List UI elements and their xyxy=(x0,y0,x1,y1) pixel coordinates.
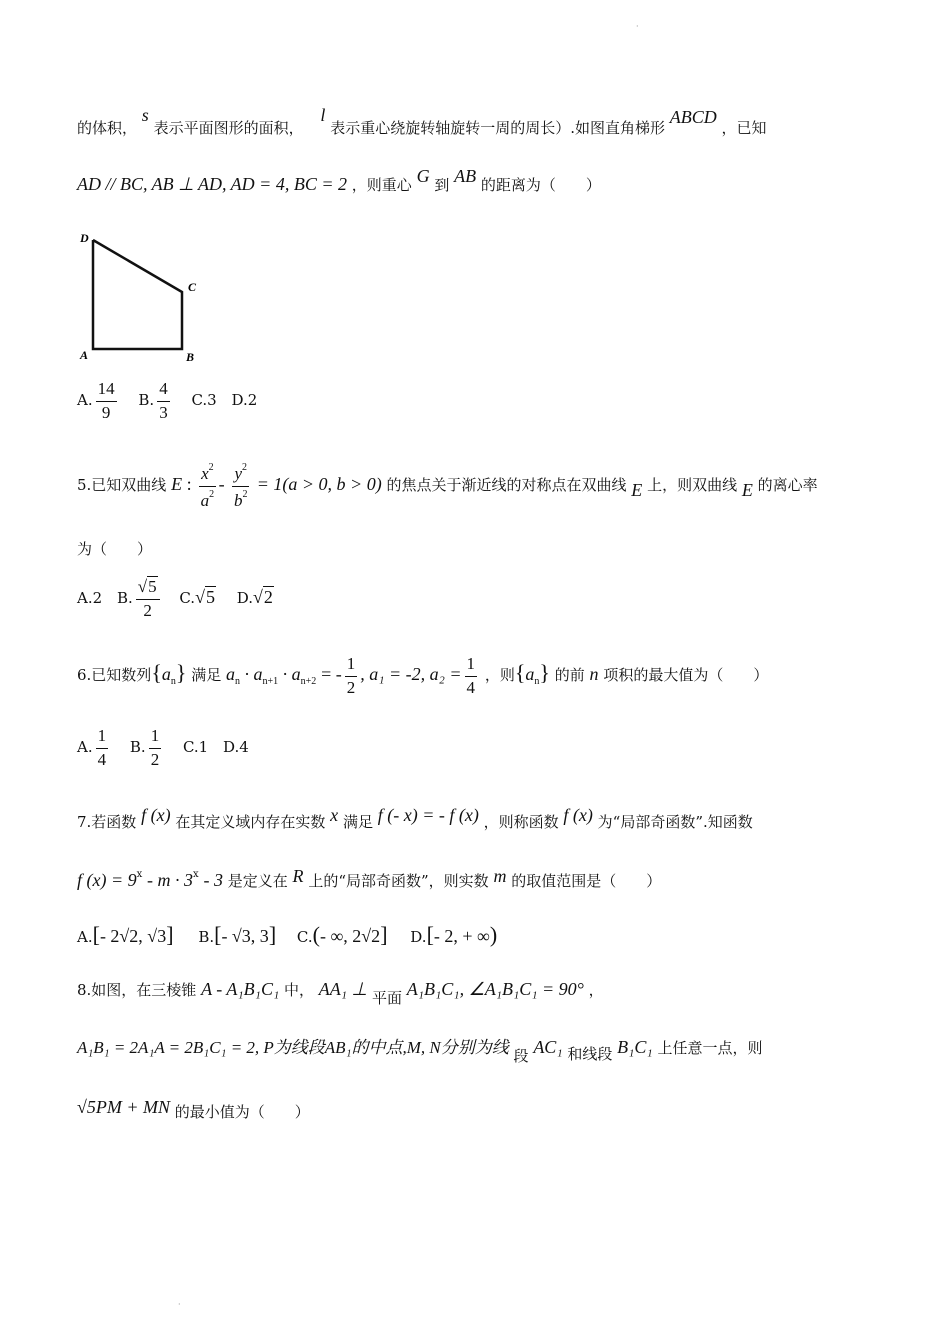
q8-condition: A₁B₁C₁, ∠A₁B₁C₁ = 90° xyxy=(406,979,584,999)
fraction: $\frac{1}{2}$ xyxy=(150,726,160,769)
intro-text: 的体积， xyxy=(77,119,138,137)
q5-prefix: 5.已知双曲线 xyxy=(77,476,167,495)
option-d-label: D. xyxy=(236,589,254,608)
q8-text: 平面 xyxy=(372,989,403,1007)
fraction: $\frac{x^2}{a^2}$ xyxy=(200,462,215,510)
option-a-label: A. xyxy=(77,738,93,757)
q5-stem-2: 为（ ） xyxy=(77,540,153,558)
q8-condition-2: A₁B₁ = 2A₁A = 2B₁C₁ = 2, P为线段AB₁的中点,M, N分别为线 xyxy=(77,1038,509,1057)
q7-condition: f (- x) = - f (x) xyxy=(377,805,479,825)
option-a-label: A. xyxy=(77,928,93,946)
q8-pyramid: A - A₁B₁C₁ xyxy=(201,979,280,999)
q6-options xyxy=(77,727,249,769)
q8-text: 的最小值为（ ） xyxy=(174,1103,310,1121)
q7-text: 在其定义域内存在实数 xyxy=(175,813,326,831)
option-c-label: C. xyxy=(296,928,313,946)
q6-prefix: 6.已知数列 xyxy=(77,666,152,685)
q8-stem-3 xyxy=(77,1097,310,1121)
q7-stem-2: f $(x) = 9^x - m \cdot 3^x - 3$ 是定义在 R 上的“局部奇函数”，则实数 m 的取值范围是（ ） xyxy=(77,866,662,890)
q5-text: 的离心率 xyxy=(757,476,818,495)
q6-stem: 6.已知数列$\{a_n\}$ 满足 $a_n \cdot a_{n+1} \cdot a_{n+2}$ = - $\frac{1}{2}$ , a₁ = -2, a₂ = $\frac{1}{4}$ ，则$\{a_n\}$ 的前 n 项积的最大值为（ ） xyxy=(77,654,769,697)
q7-stem: 7.若函数 f (x) 在其定义域内存在实数 x 满足 f (- x) = - f (x) ，则称函数 f (x) 为“局部奇函数”.知函数 xyxy=(77,805,753,831)
intro-text: 表示平面图形的面积， xyxy=(153,119,304,137)
intro-text: 表示重心绕旋转轴旋转一周的周长）.如图直角梯形 xyxy=(330,119,665,137)
intro-text: ，则重心 xyxy=(351,176,412,194)
trapezoid-figure xyxy=(74,230,214,370)
q8-text: 中， xyxy=(283,981,314,999)
scan-mark: · xyxy=(178,1300,181,1309)
q7-text: 的取值范围是（ ） xyxy=(511,872,662,890)
q5-options: A.2 B. $\frac{√5}{2}$ C.√5 D.√2 xyxy=(77,577,273,620)
trapezoid-outline xyxy=(93,240,182,349)
intro-line-1 xyxy=(77,105,767,137)
option-a: A.2 xyxy=(77,589,103,608)
q6-text: 项积的最大值为（ ） xyxy=(603,666,769,685)
var-l: l xyxy=(320,105,326,125)
scan-mark: · xyxy=(636,22,639,31)
q7-text: 为“局部奇函数”.知函数 xyxy=(597,813,753,831)
q8-text: 上任意一点，则 xyxy=(657,1039,763,1057)
option-c-label: C. xyxy=(179,589,196,608)
option-b-label: B. xyxy=(116,589,133,608)
option-b-label: B. xyxy=(198,928,215,946)
q5-text: 上，则双曲线 xyxy=(647,476,738,495)
q8-expression: √5PM + MN xyxy=(77,1097,171,1117)
var-ab: AB xyxy=(454,166,477,186)
q7-text: 满足 xyxy=(342,813,373,831)
fraction: $\frac{√5}{2}$ xyxy=(136,578,160,620)
q8-prefix: 8.如图，在三棱锥 xyxy=(77,981,197,999)
fraction: $\frac{14}{9}$ xyxy=(97,379,115,422)
option-d: D.2 xyxy=(231,391,258,410)
option-c: C.1 xyxy=(182,738,209,757)
var-e: E xyxy=(171,474,183,495)
q4-options xyxy=(77,380,257,422)
option-b-label: B. xyxy=(138,391,155,410)
fraction: $\frac{4}{3}$ xyxy=(159,379,168,422)
q7-options: A.[- 2√2, √3] B.[- √3, 3] C.(- ∞, 2√2] D.[- 2, + ∞) xyxy=(77,922,498,947)
q8-stem-2: A₁B₁ = 2A₁A = 2B₁C₁ = 2, P为线段AB₁的中点,M, N分别为线 段 AC₁ 和线段 B₁C₁ 上任意一点，则 xyxy=(77,1037,763,1065)
q5-equation: = 1(a > 0, b > 0) xyxy=(256,474,382,495)
option-d: D.4 xyxy=(223,738,249,757)
intro-line-2 xyxy=(77,166,601,194)
q5-stem: 5.已知双曲线 E : $\frac{x^2}{a^2}$ - $\frac{y^2}{b^2}$ = 1(a > 0, b > 0) 的焦点关于渐近线的对称点在双曲线 E 上，则双曲线 E 的离心率 xyxy=(77,462,818,510)
var-g: G xyxy=(416,166,430,186)
q7-text: ，则称函数 xyxy=(483,813,559,831)
q7-function: f (x) = 9 xyxy=(77,870,137,890)
var-s: s xyxy=(141,105,149,125)
intro-condition: AD // BC, AB ⊥ AD, AD = 4, BC = 2 xyxy=(77,174,347,194)
fraction: $\frac{1}{4}$ xyxy=(97,726,107,769)
intro-text: 到 xyxy=(434,176,450,194)
option-d-label: D. xyxy=(410,928,427,946)
option-b-label: B. xyxy=(129,738,146,757)
q6-text: 的前 xyxy=(554,666,585,685)
intro-text: 的距离为（ ） xyxy=(480,176,601,194)
label-c: C xyxy=(188,280,197,294)
option-c: C.3 xyxy=(191,391,217,410)
q6-text: ，则 xyxy=(484,666,515,685)
q7-prefix: 7.若函数 xyxy=(77,813,137,831)
label-b: B xyxy=(186,350,195,364)
q5-text: 的焦点关于渐近线的对称点在双曲线 xyxy=(386,476,627,495)
option-a-label: A. xyxy=(77,391,93,410)
q6-text: 满足 xyxy=(191,666,222,685)
fraction: $\frac{1}{4}$ xyxy=(466,654,476,697)
label-a: A xyxy=(80,348,89,362)
fraction: $\frac{1}{2}$ xyxy=(346,654,356,697)
label-d: D xyxy=(80,231,89,245)
q7-text: 上的“局部奇函数”，则实数 xyxy=(308,872,489,890)
fraction: $\frac{y^2}{b^2}$ xyxy=(233,462,248,510)
intro-text: ，已知 xyxy=(721,119,767,137)
var-abcd: ABCD xyxy=(669,107,717,127)
q8-stem: 8.如图，在三棱锥 A - A₁B₁C₁ 中， AA₁ ⊥ 平面 A₁B₁C₁, ∠A₁B₁C₁ = 90° ， xyxy=(77,979,604,1007)
q7-text: 是定义在 xyxy=(227,872,288,890)
